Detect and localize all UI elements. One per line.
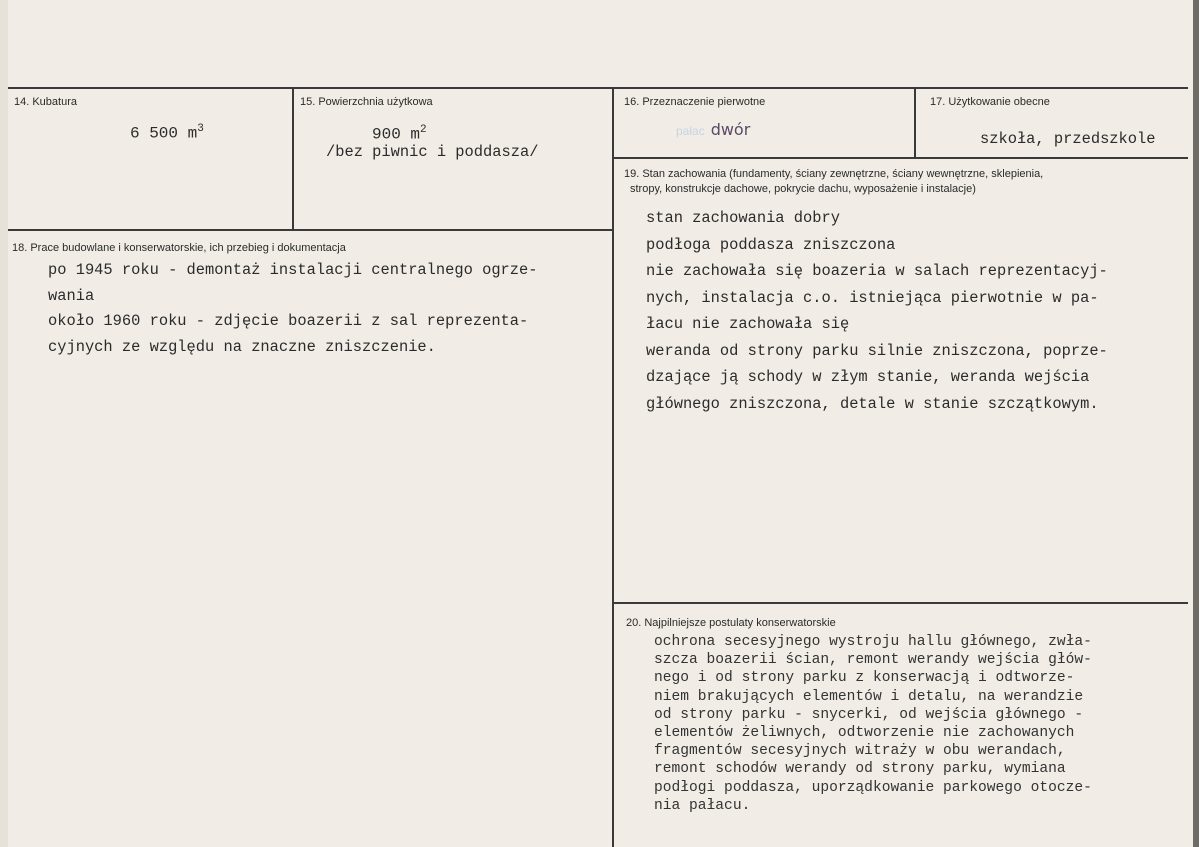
field-15-note: /bez piwnic i poddasza/ (326, 143, 539, 161)
field-20-line: szcza boazerii ścian, remont werandy wejścia głów- (654, 652, 1092, 669)
card-left-edge (0, 0, 8, 847)
field-18-line: cyjnych ze względu na znaczne zniszczenie. (48, 337, 436, 356)
field-19-line: łacu nie zachowała się (646, 315, 850, 333)
top-rule (8, 87, 1188, 89)
field-20-text (654, 633, 1092, 815)
field-17-value: szkoła, przedszkole (980, 130, 1156, 148)
field-18-text (48, 258, 538, 360)
field-15-value (372, 124, 427, 143)
field-20-line: nia pałacu. (654, 797, 751, 814)
field-14-label: 14. Kubatura (14, 96, 77, 108)
field-19-label-line1: 19. Stan zachowania (fundamenty, ściany zewnętrzne, ściany wewnętrzne, sklepienia, (624, 168, 1044, 180)
volume-exponent: 3 (197, 123, 204, 135)
field-18-line: wania (48, 286, 95, 305)
field-20-line: remont schodów werandy od strony parku, wymiana (654, 761, 1066, 778)
area-exponent: 2 (420, 124, 427, 136)
field-16-label: 16. Przeznaczenie pierwotne (624, 96, 766, 108)
rule-under-16-17 (613, 157, 1188, 159)
volume-number: 6 500 m (130, 124, 198, 143)
field-19-line: głównego zniszczona, detale w stanie szczątkowym. (646, 394, 1099, 413)
field-18-label: 18. Prace budowlane i konserwatorskie, ich przebieg i dokumentacja (12, 242, 346, 254)
field-19-line: weranda od strony parku silnie zniszczona, poprze- (646, 341, 1108, 360)
divider-16-17 (914, 87, 916, 158)
field-19-label-line2: stropy, konstrukcje dachowe, pokrycie dachu, wyposażenie i instalacje) (630, 183, 976, 195)
field-20-line: ochrona secesyjnego wystroju hallu głównego, zwła- (654, 634, 1092, 650)
field-20-line: od strony parku - snycerki, od wejścia głównego - (654, 706, 1084, 723)
field-19-line: stan zachowania dobry (646, 209, 840, 227)
field-17-label: 17. Użytkowanie obecne (930, 96, 1050, 108)
field-19-line: dzające ją schody w złym stanie, weranda wejścia (646, 368, 1090, 386)
field-14-value (130, 123, 204, 142)
field-19-text (646, 205, 1108, 417)
field-18-line: około 1960 roku - zdjęcie boazerii z sal reprezenta- (48, 312, 529, 330)
rule-under-14-15 (8, 229, 614, 231)
card-right-edge (1193, 0, 1199, 847)
field-20-label: 20. Najpilniejsze postulaty konserwatorskie (626, 617, 836, 629)
field-19-line: nie zachowała się boazeria w salach reprezentacyj- (646, 262, 1108, 280)
area-number: 900 m (372, 125, 421, 144)
handwritten-value: dwór (710, 120, 751, 139)
divider-main (612, 87, 614, 847)
crossed-out-value: pałac (676, 124, 705, 138)
field-19-line: nych, instalacja c.o. istniejąca pierwotnie w pa- (646, 288, 1099, 307)
field-20-line: niem brakujących elementów i detalu, na werandzie (654, 688, 1084, 705)
field-15-label: 15. Powierzchnia użytkowa (300, 96, 433, 108)
field-20-line: fragmentów secesyjnych witraży w obu werandach, (654, 743, 1066, 760)
field-18-line: po 1945 roku - demontaż instalacji centralnego ogrze- (48, 261, 538, 279)
field-20-line: podłogi poddasza, uporządkowanie parkowego otocze- (654, 779, 1092, 796)
rule-above-20 (613, 602, 1188, 604)
field-19-line: podłoga poddasza zniszczona (646, 235, 896, 254)
field-20-line: elementów żeliwnych, odtworzenie nie zachowanych (654, 725, 1075, 742)
field-16-value (676, 120, 750, 140)
field-20-line: nego i od strony parku z konserwacją i odtworze- (654, 670, 1075, 687)
divider-14-15 (292, 87, 294, 230)
